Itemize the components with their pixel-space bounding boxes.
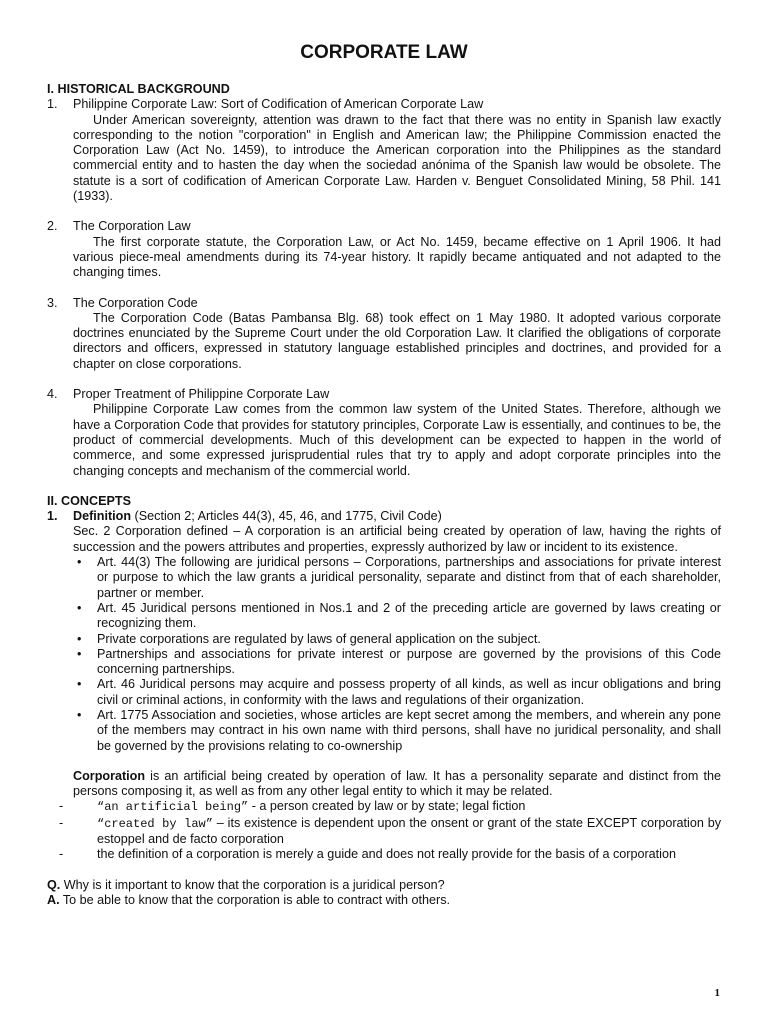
list-item: - the definition of a corporation is merely a guide and does not really provide for the basis of a corporation <box>59 847 676 862</box>
item-title-text: Proper Treatment of Philippine Corporate Law <box>73 387 330 402</box>
item-number: 4. <box>47 387 58 402</box>
dash-list <box>47 799 721 862</box>
item-number: 3. <box>47 295 58 310</box>
definition-title <box>47 509 721 524</box>
paragraph-text: Under American sovereignty, attention was drawn to the fact that there was no entity in Spanish law exactly corresponding to the notion "corporation" in English and American law; the Philippine Commission enacted the Corporation Law (Act No. 1459), to introduce the American corporation into the Philippines as the standard commercial entity and to hasten the day when the sociedad anónima of the Spanish law would be obsolete. The statute is a sort of codification of American Corporate Law. Harden v. Benguet Consolidated Mining, 58 Phil. 141 (1933). <box>73 112 721 204</box>
bullet-list <box>47 555 721 754</box>
item-title <box>47 219 721 234</box>
item-title-text: Philippine Corporate Law: Sort of Codification of American Corporate Law <box>73 97 484 112</box>
answer <box>47 893 721 908</box>
item-number: 2. <box>47 219 58 234</box>
list-item-text: – its existence is dependent upon the onsent or grant of the state EXCEPT corporation by estoppel and de facto corporation <box>97 815 722 847</box>
list-item-text: the definition of a corporation is merely a guide and does not really provide for the basis of a corporation <box>97 847 676 862</box>
list-item: - “an artificial being” - a person created by law or by state; legal fiction <box>59 799 526 815</box>
quoted-term: “created by law” <box>97 816 213 831</box>
paragraph <box>47 311 721 372</box>
item-title-text: The Corporation Law <box>73 219 191 234</box>
list-item <box>47 219 721 280</box>
paragraph-text: Philippine Corporate Law comes from the common law system of the United States. Therefore, although we have a Corporation Code that provides for statutory principles, Corporate Law is essentially, and continues to be, the product of commercial developments. Much of this development can be expected to happen in the world of commerce, and some expressed jurisprudential rules that try to apply and adopt corporate principles into the changing concepts and mechanism of the commercial world. <box>73 402 722 478</box>
definition-reference: (Section 2; Articles 44(3), 45, 46, and 1775, Civil Code) <box>131 509 442 524</box>
section-heading: I. HISTORICAL BACKGROUND <box>47 82 230 96</box>
quoted-term: “an artificial being” <box>97 800 249 815</box>
paragraph <box>47 402 721 478</box>
answer-label: A. <box>47 892 60 907</box>
list-item <box>47 97 721 204</box>
page-title: CORPORATE LAW <box>300 42 468 63</box>
term-bold: Corporation <box>73 768 146 783</box>
question-label: Q. <box>47 877 61 892</box>
list-item: • Private corporations are regulated by laws of general application on the subject. <box>97 632 721 647</box>
question <box>47 878 721 893</box>
list-item: • Art. 1775 Association and societies, whose articles are kept secret among the members, and wherein any pone of the members may contract in his own name with third persons, shall have no juridical personality, and shall be governed by the provisions relating to co-ownership <box>97 708 721 754</box>
paragraph-text: The Corporation Code (Batas Pambansa Blg. 68) took effect on 1 May 1980. It adopted various corporate doctrines enunciated by the Supreme Court under the old Corporation Law. It clarified the obligations of corporate directors and officers, expressed in statutory language established principles and doctrines, and provided for a chapter on close corporations. <box>73 310 721 371</box>
list-item: • Art. 46 Juridical persons may acquire and possess property of all kinds, as well as incur obligations and bring civil or criminal actions, in conformity with the laws and regulations of their organization. <box>97 677 721 708</box>
list-item: • Art. 44(3) The following are juridical persons – Corporations, partnerships and associations for private interest or purpose to which the law grants a juridical personality, separate and distinct from that of each shareholder, partner or member. <box>97 555 721 601</box>
document-body <box>47 79 721 908</box>
paragraph <box>47 113 721 205</box>
answer-text: To be able to know that the corporation is able to contract with others. <box>59 892 450 907</box>
paragraph-text: Sec. 2 Corporation defined – A corporation is an artificial being created by operation of law, having the rights of succession and the powers attributes and properties, expressly authorized by law or incident to its existence. <box>73 524 721 554</box>
page-number: 1 <box>714 987 720 999</box>
question-text: Why is it important to know that the corporation is a juridical person? <box>60 877 445 892</box>
paragraph-text: The first corporate statute, the Corporation Law, or Act No. 1459, became effective on 1 April 1906. It had various piece-meal amendments during its 74-year history. It rapidly became antiquated and not adapted to the changing times. <box>73 234 721 280</box>
item-number: 1. <box>47 509 58 524</box>
section-heading: II. CONCEPTS <box>47 493 131 508</box>
item-title-text: The Corporation Code <box>73 295 198 310</box>
paragraph <box>47 235 721 281</box>
item-number: 1. <box>47 97 58 112</box>
item-title <box>47 387 721 402</box>
list-item-text: - a person created by law or by state; legal fiction <box>248 799 526 814</box>
list-item: • Partnerships and associations for private interest or purpose are governed by the provisions of this Code concerning partnerships. <box>97 647 721 678</box>
list-item: • Art. 45 Juridical persons mentioned in Nos.1 and 2 of the preceding article are governed by laws creating or recognizing them. <box>97 601 721 632</box>
paragraph-text: is an artificial being created by operation of law. It has a personality separate and distinct from the persons composing it, as well as from any other legal entity to which it may be related. <box>73 768 721 799</box>
definition-label: Definition <box>73 509 132 524</box>
paragraph <box>47 769 721 800</box>
list-item <box>47 387 721 479</box>
list-item: - “created by law” – its existence is dependent upon the onsent or grant of the state EXCEPT corporation by estoppel and de facto corporation <box>59 815 722 847</box>
question-answer <box>47 878 721 909</box>
list-item <box>47 296 721 372</box>
item-title <box>47 97 721 112</box>
paragraph <box>47 524 721 555</box>
item-title <box>47 296 721 311</box>
